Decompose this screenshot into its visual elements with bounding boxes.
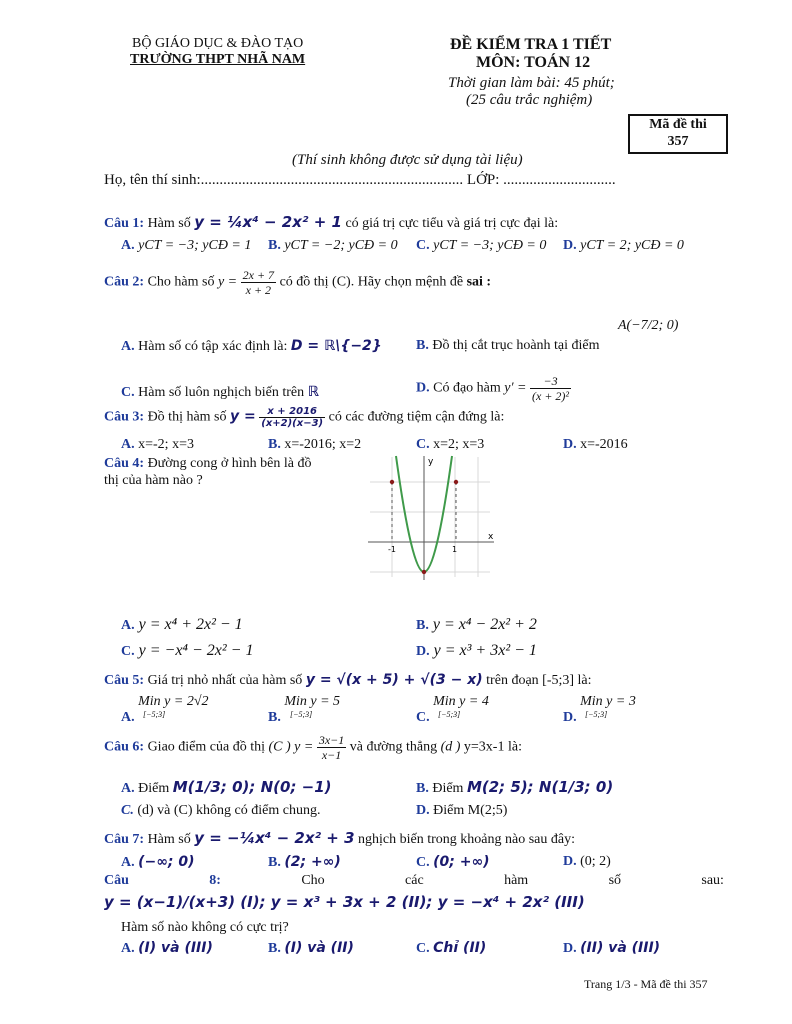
option-text: (−∞; 0): [138, 854, 195, 870]
numerator: −3: [530, 374, 571, 389]
option-letter: B.: [416, 618, 429, 633]
option-text: (I) và (II): [284, 940, 354, 956]
option-letter: D.: [563, 941, 577, 956]
option-letter: A.: [121, 710, 135, 725]
option-letter: D.: [416, 380, 430, 396]
formula: y = −¼x⁴ − 2x² + 3: [194, 829, 355, 847]
q4-option-b[interactable]: [416, 616, 537, 634]
option-text: x=2; x=3: [433, 437, 485, 452]
ministry-name: BỘ GIÁO DỤC & ĐÀO TẠO: [132, 36, 304, 51]
q5-option-c[interactable]: [416, 694, 489, 725]
question-text: nghịch biến trong khoảng nào sau đây:: [358, 832, 575, 847]
question-label: Câu 1:: [104, 216, 145, 231]
question-emphasis: sai :: [466, 274, 492, 290]
question-label: Câu 5:: [104, 673, 145, 688]
option-letter: C.: [416, 238, 430, 253]
q2-option-d[interactable]: [416, 374, 571, 403]
q3-option-a[interactable]: [121, 437, 194, 453]
question-text: Hàm số: [147, 832, 191, 847]
option-letter: B.: [268, 238, 281, 253]
q1-option-c[interactable]: [416, 238, 546, 254]
subscript: [−5;3]: [438, 710, 461, 719]
q8-option-b[interactable]: [268, 940, 354, 957]
formula-lhs: y′ =: [504, 380, 527, 396]
fraction: [317, 733, 346, 762]
option-text: Điểm: [138, 781, 170, 796]
curve-name: (C ): [268, 739, 291, 755]
formula-lhs: y =: [294, 739, 314, 755]
point: [454, 480, 458, 484]
question-text: số: [608, 873, 622, 888]
school-name: TRƯỜNG THPT NHÃ NAM: [130, 52, 306, 67]
option-letter: C.: [121, 803, 134, 818]
exam-code-label: Mã đề thi: [649, 117, 707, 132]
option-text: Hàm số luôn nghịch biến trên: [138, 385, 305, 400]
exam-title: ĐỀ KIỂM TRA 1 TIẾT: [450, 36, 612, 53]
q7-option-b[interactable]: [268, 854, 341, 871]
q7-option-c[interactable]: [416, 854, 490, 871]
option-text: Min y = 3: [580, 694, 636, 709]
numerator: 2x + 7: [242, 268, 275, 282]
question-text: hàm: [504, 873, 529, 888]
option-letter: B.: [416, 338, 429, 353]
question-text: Giao điểm của đồ thị: [147, 739, 265, 755]
option-text: (II) và (III): [580, 940, 661, 956]
q6-option-c[interactable]: [121, 803, 320, 819]
fraction: [530, 374, 571, 403]
option-letter: B.: [416, 781, 429, 796]
option-text: y = −x⁴ − 2x² − 1: [138, 642, 254, 659]
option-letter: D.: [563, 437, 577, 452]
denominator: (x+2)(x−3): [261, 418, 324, 429]
option-letter: C.: [416, 941, 430, 956]
option-text: Điểm: [432, 781, 464, 796]
x-axis-label: x: [488, 532, 494, 542]
point: [422, 570, 426, 574]
question-7: [104, 829, 575, 848]
line-name: (d ): [440, 739, 461, 755]
question-text: có các đường tiệm cận đứng là:: [328, 409, 505, 425]
option-text: y = x⁴ + 2x² − 1: [138, 616, 243, 633]
option-text: yCT = −3; yCĐ = 1: [138, 238, 252, 253]
q7-option-d[interactable]: [563, 854, 611, 870]
question-text: Cho hàm số: [147, 274, 215, 290]
question-label: Câu: [104, 873, 129, 888]
formula: y = √(x + 5) + √(3 − x): [305, 672, 483, 688]
notice: (Thí sinh không được sử dụng tài liệu): [292, 152, 523, 168]
point: [390, 480, 394, 484]
question-label: Câu 6:: [104, 739, 145, 755]
question-8-header: [104, 873, 724, 889]
option-letter: B.: [268, 855, 281, 870]
question-label: Câu 2:: [104, 274, 145, 290]
option-letter: B.: [268, 437, 281, 452]
q7-option-a[interactable]: [121, 854, 195, 871]
option-text: x=-2016; x=2: [284, 437, 362, 452]
q1-option-b[interactable]: [268, 238, 398, 254]
option-letter: C.: [416, 855, 430, 870]
option-letter: A.: [121, 339, 135, 354]
q5-option-d[interactable]: [563, 694, 636, 725]
option-text: Có đạo hàm: [433, 380, 501, 396]
question-label: 8:: [209, 873, 221, 888]
q3-option-c[interactable]: [416, 437, 484, 453]
denominator: x + 2: [245, 283, 272, 297]
question-label: Câu 7:: [104, 832, 145, 847]
q3-option-b[interactable]: [268, 437, 361, 453]
question-text: Đường cong ở hình bên là đồ: [147, 456, 312, 471]
formula: ℝ: [307, 384, 319, 400]
q5-option-b[interactable]: [268, 694, 341, 725]
option-letter: D.: [563, 854, 577, 869]
formula-lhs: y =: [217, 274, 238, 290]
option-text: (0; 2): [580, 854, 611, 869]
option-text: y = x⁴ − 2x² + 2: [432, 616, 537, 633]
option-letter: A.: [121, 238, 135, 253]
question-text: thị của hàm nào ?: [104, 473, 203, 488]
option-text: (2; +∞): [284, 854, 341, 870]
formula: M(1/3; 0); N(0; −1): [172, 778, 332, 796]
question-text: Cho: [301, 873, 325, 888]
q4-option-a[interactable]: [121, 616, 243, 634]
option-text: (d) và (C) không có điểm chung.: [137, 803, 321, 818]
formula: M(2; 5); N(1/3; 0): [466, 778, 614, 796]
subscript: [−5;3]: [143, 710, 166, 719]
option-text: Min y = 5: [284, 694, 341, 709]
fraction: [259, 406, 325, 429]
q6-option-d[interactable]: [416, 803, 507, 819]
q4-graph: [360, 452, 500, 582]
option-letter: A.: [121, 855, 135, 870]
question-label: Câu 3:: [104, 409, 145, 425]
exam-code-box: [628, 114, 728, 154]
formula-lhs: y =: [230, 408, 256, 425]
tick-label: -1: [388, 545, 396, 554]
q6-option-a[interactable]: [121, 778, 332, 797]
subject-title: MÔN: TOÁN 12: [476, 54, 591, 71]
option-text: x=-2016: [580, 437, 628, 452]
student-name-line: Họ, tên thí sinh:...................................................................... LỚP: ..............................: [104, 172, 616, 188]
question-text: sau:: [701, 873, 724, 888]
q2-option-c[interactable]: [121, 384, 319, 401]
q4-option-c[interactable]: [121, 642, 253, 660]
question-label: Câu 4:: [104, 456, 145, 471]
option-text: Đồ thị cắt trục hoành tại điểm: [432, 338, 600, 353]
option-text: yCT = −3; yCĐ = 0: [433, 238, 547, 253]
question-text: Đồ thị hàm số: [147, 409, 227, 425]
question-text: Giá trị nhỏ nhất của hàm số: [147, 673, 303, 688]
question-1: [104, 213, 558, 232]
option-text: (0; +∞): [433, 854, 490, 870]
option-letter: C.: [416, 710, 430, 725]
question-3: [104, 406, 504, 429]
q2-point-a: A(−7/2; 0): [618, 318, 679, 333]
question-text: có đồ thị (C). Hãy chọn mệnh đề: [279, 274, 464, 290]
q1-option-d[interactable]: [563, 238, 684, 254]
option-letter: C.: [121, 385, 135, 400]
option-letter: A.: [121, 781, 135, 796]
option-letter: B.: [268, 941, 281, 956]
question-count: (25 câu trắc nghiệm): [466, 92, 593, 108]
option-letter: D.: [416, 644, 430, 659]
option-letter: C.: [121, 644, 135, 659]
option-text: Chỉ (II): [433, 940, 487, 956]
y-axis-label: y: [428, 457, 434, 467]
q8-option-d[interactable]: [563, 940, 660, 957]
q8-question: Hàm số nào không có cực trị?: [121, 920, 289, 935]
q8-functions: y = (x−1)/(x+3) (I); y = x³ + 3x + 2 (II); y = −x⁴ + 2x² (III): [104, 893, 585, 911]
question-text: có giá trị cực tiểu và giá trị cực đại là:: [345, 216, 559, 231]
option-text: Điểm M(2;5): [433, 803, 508, 818]
option-text: (I) và (III): [138, 940, 213, 956]
numerator: x + 2016: [259, 406, 325, 418]
q3-option-d[interactable]: [563, 437, 628, 453]
question-4: [104, 455, 312, 489]
subscript: [−5;3]: [585, 710, 608, 719]
denominator: x−1: [321, 748, 342, 762]
option-text: x=-2; x=3: [138, 437, 194, 452]
page-footer: Trang 1/3 - Mã đề thi 357: [584, 977, 708, 991]
q4-option-d[interactable]: [416, 642, 537, 660]
option-letter: A.: [121, 941, 135, 956]
question-text: và đường thẳng: [349, 739, 438, 755]
q8-option-a[interactable]: [121, 940, 213, 957]
formula: y = ¼x⁴ − 2x² + 1: [194, 213, 342, 231]
option-text: yCT = 2; yCĐ = 0: [580, 238, 684, 253]
option-letter: D.: [416, 803, 430, 818]
tick-label: 1: [452, 545, 458, 554]
question-text: Hàm số: [147, 216, 191, 231]
option-letter: D.: [563, 238, 577, 253]
q6-option-b[interactable]: [416, 778, 613, 797]
option-letter: D.: [563, 710, 577, 725]
formula: D = ℝ\{−2}: [290, 338, 382, 354]
q8-option-c[interactable]: [416, 940, 486, 957]
option-text: y = x³ + 3x² − 1: [433, 642, 537, 659]
exam-code-value: 357: [667, 134, 689, 149]
denominator: (x + 2)²: [532, 389, 570, 403]
question-6: [104, 733, 522, 762]
option-letter: B.: [268, 710, 281, 725]
question-text: y=3x-1 là:: [463, 739, 522, 755]
exam-duration: Thời gian làm bài: 45 phút;: [448, 75, 615, 91]
option-letter: A.: [121, 618, 135, 633]
option-text: Min y = 4: [433, 694, 489, 709]
q2-option-a[interactable]: [121, 338, 382, 355]
numerator: 3x−1: [318, 733, 345, 747]
option-text: yCT = −2; yCĐ = 0: [284, 238, 398, 253]
question-2: [104, 268, 491, 297]
q2-option-b[interactable]: [416, 338, 600, 354]
fraction: [241, 268, 276, 297]
subscript: [−5;3]: [290, 710, 313, 719]
question-text: các: [405, 873, 424, 888]
option-letter: A.: [121, 437, 135, 452]
option-text: Min y = 2√2: [138, 694, 209, 709]
q1-option-a[interactable]: [121, 238, 251, 254]
option-text: Hàm số có tập xác định là:: [138, 339, 288, 354]
option-letter: C.: [416, 437, 430, 452]
question-5: [104, 672, 592, 689]
grid: [370, 457, 490, 577]
question-text: trên đoạn [-5;3] là:: [486, 673, 592, 688]
q5-option-a[interactable]: [121, 694, 209, 725]
